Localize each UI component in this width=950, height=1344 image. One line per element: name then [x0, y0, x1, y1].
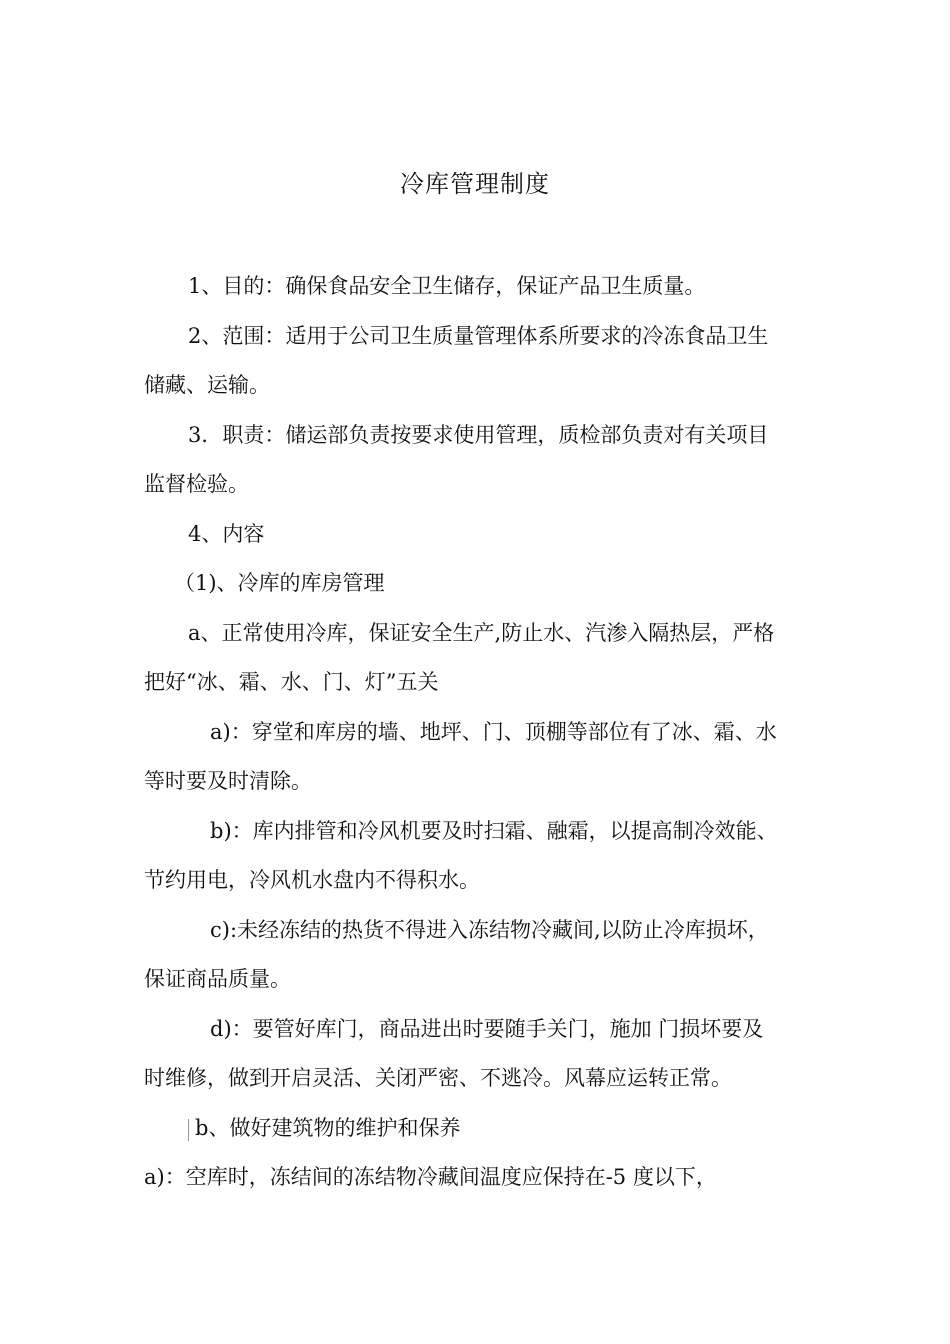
document-title: 冷库管理制度 [400, 170, 550, 198]
paragraph-duty-line1: 3．职责：储运部负责按要求使用管理，质检部负责对有关项目 [188, 423, 769, 447]
heading-content: 4、内容 [188, 522, 265, 546]
paragraph-purpose: 1、目的：确保食品安全卫生储存，保证产品卫生质量。 [188, 274, 706, 298]
subitem-b-line2: 节约用电，冷风机水盘内不得积水。 [144, 868, 480, 892]
paragraph-scope-line2: 储藏、运输。 [144, 373, 270, 397]
paragraph-scope-line1: 2、范围：适用于公司卫生质量管理体系所要求的冷冻食品卫生 [188, 324, 769, 348]
heading-storage-management: （1)、冷库的库房管理 [174, 571, 385, 595]
text-cursor-mark [188, 1119, 189, 1141]
subitem-d-line2: 时维修，做到开启灵活、关闭严密、不逃冷。风幕应运转正常。 [144, 1066, 732, 1090]
item-a-line2: 把好“冰、霜、水、门、灯”五关 [144, 670, 439, 694]
subitem-a-line1: a)：穿堂和库房的墙、地坪、门、顶棚等部位有了冰、霜、水 [210, 720, 777, 744]
item-a-line1: a、正常使用冷库，保证安全生产,防止水、汽渗入隔热层，严格 [188, 621, 775, 645]
subitem-c-line1: c):未经冻结的热货不得进入冻结物冷藏间,以防止冷库损坏， [210, 918, 769, 942]
subitem-b-line1: b)：库内排管和冷风机要及时扫霜、融霜，以提高制冷效能、 [210, 819, 778, 843]
item-b-subitem-a: a)：空库时，冻结间的冻结物冷藏间温度应保持在-5 度以下， [144, 1165, 717, 1189]
item-b-heading-text: b、做好建筑物的维护和保养 [195, 1116, 461, 1140]
subitem-c-line2: 保证商品质量。 [144, 967, 291, 991]
item-b-heading [188, 1113, 460, 1143]
subitem-a-line2: 等时要及时清除。 [144, 769, 312, 793]
paragraph-duty-line2: 监督检验。 [144, 472, 249, 496]
subitem-d-line1: d)：要管好库门，商品进出时要随手关门，施加 门损坏要及 [210, 1017, 764, 1041]
